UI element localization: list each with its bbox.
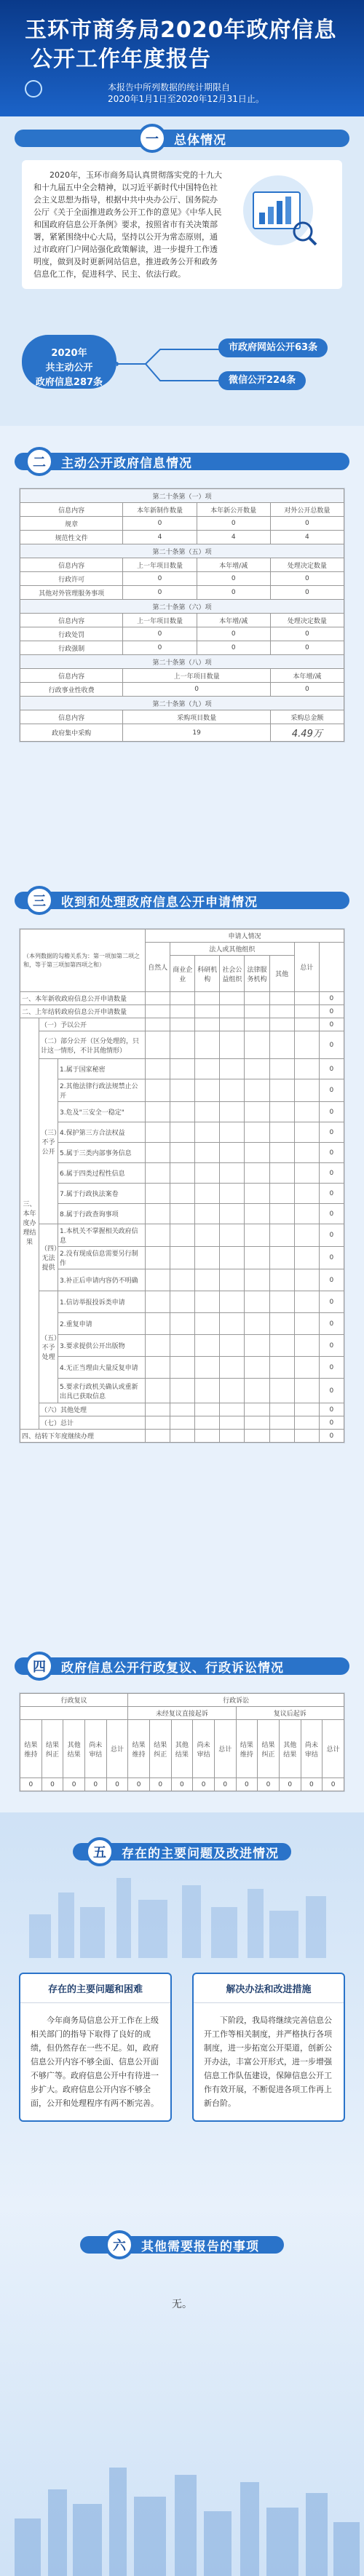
col-header: 信息内容 — [20, 503, 123, 517]
col-header: 法律服务机构 — [245, 956, 269, 992]
col-header: 总计 — [323, 1720, 344, 1778]
table-cell: 0 — [123, 572, 197, 586]
section-other — [0, 2206, 364, 2576]
col-header: 本年新公开数量 — [197, 503, 270, 517]
section-problems — [0, 1812, 364, 2206]
col-header: 总计 — [214, 1720, 236, 1778]
table-cell: 行政处罚 — [20, 627, 123, 641]
table-cell: 0 — [149, 1778, 171, 1791]
row-label: 6.属于四类过程性信息 — [58, 1163, 146, 1184]
section-6-header — [0, 2227, 364, 2262]
table-cell: 0 — [193, 1778, 215, 1791]
table-cell: 0 — [214, 1778, 236, 1791]
row-subgroup-label: （三）不予公开 — [39, 1059, 58, 1224]
col-header: 上一年项目数量 — [123, 558, 197, 572]
section-5-title: 存在的主要问题及改进情况 — [122, 1846, 279, 1861]
report-title-line2: 公开工作年度报告 — [31, 47, 211, 72]
row-label: 3.危及"三安全一稳定" — [58, 1102, 146, 1122]
table-cell: 规章 — [20, 517, 123, 531]
row-label: 2.重复申请 — [58, 1313, 146, 1335]
table-cell: 0 — [258, 1778, 280, 1791]
row-label: 一、本年新收政府信息公开申请数量 — [20, 992, 146, 1005]
table-cell: 0 — [123, 683, 270, 697]
table-cell: 0 — [319, 1031, 344, 1059]
table-cell: 0 — [279, 1778, 301, 1791]
section-review-litigation — [0, 1641, 364, 1809]
section-3-title: 收到和处理政府信息公开申请情况 — [61, 895, 258, 910]
table-cell: 0 — [270, 572, 344, 586]
report-header — [0, 0, 364, 116]
col-header: 信息内容 — [20, 669, 123, 683]
row-label: 4.保护第三方合法权益 — [58, 1122, 146, 1143]
row-label: 四、结转下年度继续办理 — [20, 1430, 146, 1443]
col-header: 信息内容 — [20, 614, 123, 627]
table-cell: 0 — [319, 1357, 344, 1379]
table-cell: 0 — [319, 1059, 344, 1079]
col-header: 其他结果 — [63, 1720, 85, 1778]
report-subtitle-line1: 本报告中所列数据的统计期限自 — [108, 82, 231, 92]
col-header: 结果维持 — [236, 1720, 258, 1778]
table-cell: 4 — [197, 531, 270, 544]
row-label: 5.属于三类内部事务信息 — [58, 1143, 146, 1163]
bubble-year: 2020年 — [51, 348, 87, 359]
table-cell: 0 — [319, 1416, 344, 1430]
col-header: 采购总金额 — [270, 710, 344, 724]
section-2-title: 主动公开政府信息情况 — [61, 456, 192, 471]
table-cell: 0 — [319, 1143, 344, 1163]
col-header: 科研机构 — [195, 956, 220, 992]
table-cell: 0 — [63, 1778, 85, 1791]
table-cell: 0 — [197, 627, 270, 641]
group-heading: 第二十条第（一）项 — [20, 489, 344, 503]
row-label: 3.补正后申请内容仍不明确 — [58, 1269, 146, 1291]
table-cell: 0 — [319, 1005, 344, 1018]
legal-entity-header: 法人或其他组织 — [170, 943, 295, 956]
chart-illustration-icon — [227, 170, 329, 258]
table-cell: 0 — [197, 586, 270, 600]
improvements-text: 下阶段，我局将继续完善信息公开工作等相关制度，并严格执行各项制度，进一步拓宽公开渠道，创新公开办法，丰富公开形式，进一步增强信息工作队伍建设，保障信息公开工作有效开展，不断促进各项工作再上新台阶。 — [204, 2016, 332, 2108]
table-cell: 0 — [20, 1778, 42, 1791]
table-cell: 4.49万 — [270, 724, 344, 742]
table-cell: 0 — [41, 1778, 63, 1791]
table-cell: 0 — [319, 1247, 344, 1269]
table-cell: 0 — [319, 992, 344, 1005]
row-label: （一）予以公开 — [39, 1018, 146, 1031]
table-cell: 0 — [319, 1403, 344, 1416]
section-5-header — [0, 1834, 364, 1869]
bubble-caption: 共主动公开 — [45, 362, 93, 373]
natural-person-header: 自然人 — [146, 943, 170, 992]
table-cell: 0 — [319, 1269, 344, 1291]
proactive-table — [20, 488, 344, 742]
row-group-label: 三、本年度办理结果 — [20, 1018, 39, 1430]
col-header: 尚未审结 — [84, 1720, 106, 1778]
col-header: 结果纠正 — [41, 1720, 63, 1778]
section-4-title: 政府信息公开行政复议、行政诉讼情况 — [61, 1660, 284, 1676]
section-1-title: 总体情况 — [174, 132, 226, 148]
section-requests — [0, 877, 364, 1630]
table-cell: 0 — [270, 517, 344, 531]
table-cell: 0 — [197, 641, 270, 655]
row-subgroup-label: （五）不予处理 — [39, 1291, 58, 1403]
requests-table-box — [19, 928, 345, 1443]
col-header: 本年增/减 — [197, 614, 270, 627]
row-label: 5.要求行政机关确认或重新出具已获取信息 — [58, 1379, 146, 1403]
col-header: 其他结果 — [279, 1720, 301, 1778]
bubble-count: 政府信息287条 — [35, 377, 103, 388]
table-cell: 0 — [319, 1430, 344, 1443]
problems-card — [19, 1973, 172, 2122]
table-cell: 0 — [319, 1018, 344, 1031]
col-header: 本年新制作数量 — [123, 503, 197, 517]
col-header: 本年增/减 — [270, 669, 344, 683]
col-header: 尚未审结 — [193, 1720, 215, 1778]
row-label: 1.本机关不掌握相关政府信息 — [58, 1224, 146, 1247]
overview-text: 2020年，玉环市商务局认真贯彻落实党的十九大和十九届五中全会精神，以习近平新时代中国特色社会主义思想为指导，根据中共中央办公厅、国务院办公厅《关于全面推进政务公开工作的意见》《中华人民和国政府信息公开条例》要求，按照省市有关决策部署，紧紧围绕中心大局，坚持以公开为常态原则，通过市政府门户网站强化政策解读，进一步提升工作透明度，做到及时更新网站信息，推进政务公开和政务信息化工作，促进科学、民主、依法行政。 — [33, 170, 222, 279]
row-label: 7.属于行政执法案卷 — [58, 1184, 146, 1204]
table-cell: 行政许可 — [20, 572, 123, 586]
table-cell: 0 — [319, 1204, 344, 1224]
table-cell: 0 — [319, 1291, 344, 1313]
city-skyline-icon — [0, 2453, 364, 2576]
row-label: 1.信访举报投诉类申请 — [58, 1291, 146, 1313]
col-header: 其他 — [269, 956, 294, 992]
table-cell: 0 — [123, 627, 197, 641]
table-cell: 4 — [123, 531, 197, 544]
table-cell: 行政强制 — [20, 641, 123, 655]
section-6-title: 其他需要报告的事项 — [141, 2239, 259, 2254]
row-label: （六）其他处理 — [39, 1403, 146, 1416]
table-cell: 0 — [319, 1335, 344, 1357]
section-proactive — [0, 437, 364, 873]
table-cell: 其他对外管理服务事项 — [20, 586, 123, 600]
row-label: 8.属于行政查询事项 — [58, 1204, 146, 1224]
col-header: 结果纠正 — [149, 1720, 171, 1778]
table-cell: 0 — [123, 586, 197, 600]
applicant-header: 申请人情况 — [146, 930, 344, 943]
group-heading: 第二十条第（六）项 — [20, 600, 344, 614]
table-cell: 规范性文件 — [20, 531, 123, 544]
section-5-number: 五 — [85, 1837, 114, 1866]
col-header: 处理决定数量 — [270, 614, 344, 627]
table-cell: 政府集中采购 — [20, 724, 123, 742]
table-cell: 0 — [319, 1224, 344, 1247]
col-header: 处理决定数量 — [270, 558, 344, 572]
other-matters-text: 无。 — [172, 2299, 192, 2310]
lawsuit-header: 行政诉讼 — [128, 1694, 344, 1707]
row-label: 2.其他法律行政法规禁止公开 — [58, 1079, 146, 1102]
table-cell: 0 — [270, 683, 344, 697]
col-header: 采购项目数量 — [123, 710, 270, 724]
post-review-lawsuit-header: 复议后起诉 — [236, 1707, 344, 1720]
section-4-number: 四 — [25, 1652, 54, 1681]
report-subtitle-line2: 2020年1月1日至2020年12月31日止。 — [108, 94, 264, 104]
table-cell: 0 — [270, 641, 344, 655]
table-cell: 0 — [123, 517, 197, 531]
section-4-header — [0, 1649, 364, 1684]
row-label: （七）总计 — [39, 1416, 146, 1430]
table-cell: 0 — [323, 1778, 344, 1791]
total-header: 总计 — [294, 943, 319, 992]
section-overview — [0, 116, 364, 426]
section-2-header — [0, 444, 364, 479]
table-cell: 19 — [123, 724, 270, 742]
table-cell: 0 — [123, 641, 197, 655]
table-cell: 行政事业性收费 — [20, 683, 123, 697]
requests-table — [20, 929, 344, 1443]
col-header: 信息内容 — [20, 710, 123, 724]
section-3-number: 三 — [25, 886, 54, 915]
group-heading: 第二十条第（八）项 — [20, 655, 344, 669]
report-title-line1: 玉环市商务局2020年政府信息 — [25, 17, 337, 43]
col-header: 尚未审结 — [301, 1720, 323, 1778]
table-cell: 0 — [319, 1379, 344, 1403]
table-cell: 0 — [84, 1778, 106, 1791]
col-header: 结果维持 — [20, 1720, 42, 1778]
table-cell: 0 — [236, 1778, 258, 1791]
col-header: 商业企业 — [170, 956, 195, 992]
table-cell: 0 — [319, 1122, 344, 1143]
problems-title: 存在的主要问题和困难 — [20, 1974, 170, 2003]
review-table — [20, 1693, 344, 1791]
problems-text: 今年商务局信息公开工作在上级相关部门的指导下取得了良好的成绩，但仍然存在一些不足。如，政府信息公开内容不够全面、信息公开面不够广等。政府信息公开中有待进一步扩大。政府信息公开内容不够全面，公开和处理程序有两不断完善。 — [31, 2016, 159, 2108]
col-header: 社会公益组织 — [220, 956, 245, 992]
wechat-published-pill: 微信公开224条 — [218, 371, 306, 390]
spare-header — [319, 943, 344, 992]
group-heading: 第二十条第（九）项 — [20, 697, 344, 710]
col-header: 结果纠正 — [258, 1720, 280, 1778]
website-published-pill: 市政府网站公开63条 — [218, 338, 328, 357]
proactive-table-box — [19, 488, 345, 742]
emblem-icon — [25, 80, 42, 98]
section-1-header — [0, 121, 364, 156]
section-1-number: 一 — [138, 124, 167, 153]
row-label: 3.要求提供公开出版物 — [58, 1335, 146, 1357]
section-6-number: 六 — [105, 2230, 134, 2259]
table-cell: 0 — [319, 1184, 344, 1204]
spacer-cell — [20, 1707, 128, 1720]
row-label: 2.没有现成信息需要另行制作 — [58, 1247, 146, 1269]
group-heading: 第二十条第（五）项 — [20, 544, 344, 558]
table-cell: 4 — [270, 531, 344, 544]
improvements-card — [192, 1973, 345, 2122]
total-published-bubble — [22, 335, 116, 389]
table-cell: 0 — [270, 627, 344, 641]
col-header: 信息内容 — [20, 558, 123, 572]
row-label: 4.无正当理由大量反复申请 — [58, 1357, 146, 1379]
table-cell: 0 — [319, 1102, 344, 1122]
col-header: 结果维持 — [128, 1720, 150, 1778]
review-table-box — [19, 1692, 345, 1792]
improvements-title: 解决办法和改进措施 — [194, 1974, 344, 2003]
direct-lawsuit-header: 未经复议直接起诉 — [128, 1707, 236, 1720]
row-label: 二、上年结转政府信息公开申请数量 — [20, 1005, 146, 1018]
table-cell: 0 — [197, 517, 270, 531]
table-corner-note: （本列数据的勾稽关系为：第一项加第二项之和，等于第三项加第四项之和） — [20, 930, 146, 992]
overview-card — [22, 160, 342, 289]
table-cell: 0 — [197, 572, 270, 586]
review-header: 行政复议 — [20, 1694, 128, 1707]
city-skyline-icon — [0, 1871, 364, 1958]
table-cell: 0 — [106, 1778, 128, 1791]
table-cell: 0 — [171, 1778, 193, 1791]
col-header: 对外公开总数量 — [270, 503, 344, 517]
col-header: 总计 — [106, 1720, 128, 1778]
table-cell: 0 — [270, 586, 344, 600]
table-cell: 0 — [319, 1079, 344, 1102]
col-header: 上一年项目数量 — [123, 669, 270, 683]
table-cell: 0 — [319, 1163, 344, 1184]
col-header: 上一年项目数量 — [123, 614, 197, 627]
section-3-header — [0, 883, 364, 918]
table-cell: 0 — [319, 1313, 344, 1335]
col-header: 其他结果 — [171, 1720, 193, 1778]
table-cell: 0 — [128, 1778, 150, 1791]
row-label: 1.属于国家秘密 — [58, 1059, 146, 1079]
row-subgroup-label: （四）无法提供 — [39, 1224, 58, 1291]
col-header: 本年增/减 — [197, 558, 270, 572]
row-label: （二）部分公开（区分处理的，只计这一情形，不计其他情形） — [39, 1031, 146, 1059]
table-cell: 0 — [301, 1778, 323, 1791]
section-2-number: 二 — [25, 447, 54, 476]
